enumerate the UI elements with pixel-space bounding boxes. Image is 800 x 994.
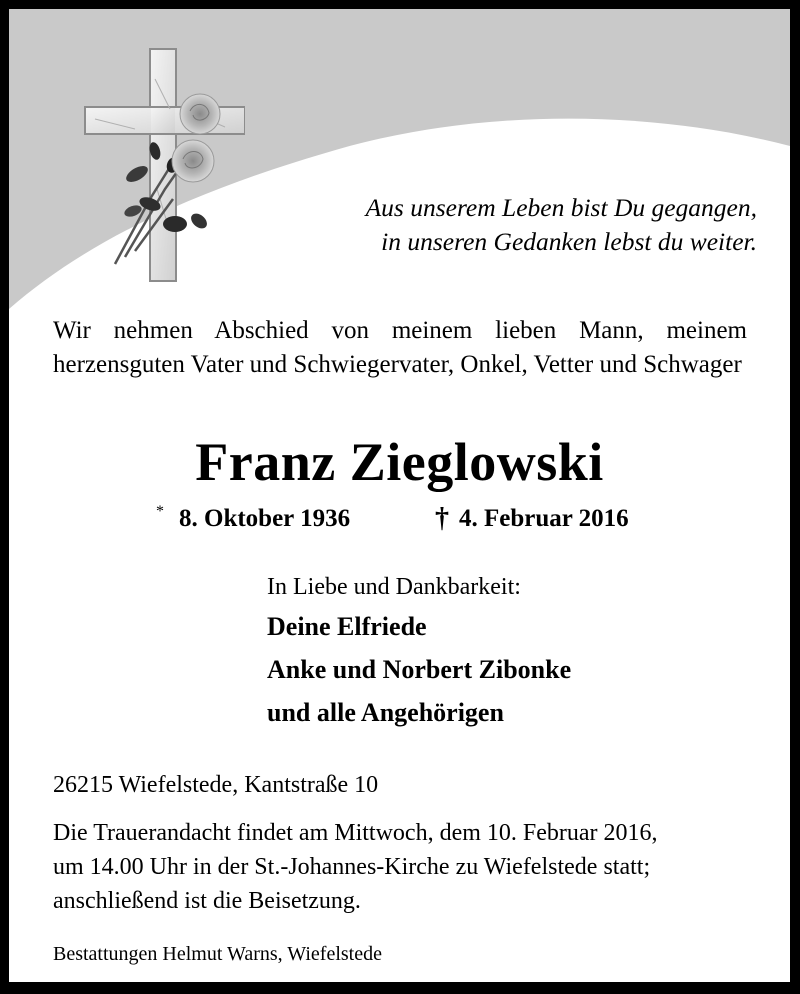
- obituary-card: [9, 9, 790, 982]
- mourner-name: Anke und Norbert Zibonke: [267, 655, 572, 684]
- motto-line-1: Aus unserem Leben bist Du gegangen,: [365, 193, 757, 222]
- mourner-name: und alle Angehörigen: [267, 698, 504, 727]
- birth-star-icon: *: [156, 503, 164, 520]
- deceased-name: Franz Zieglowski: [195, 432, 604, 492]
- death-date: 4. Februar 2016: [459, 505, 629, 532]
- motto-quote: [259, 191, 757, 259]
- service-info: [53, 816, 753, 918]
- mourner-name: Deine Elfriede: [267, 612, 427, 641]
- motto-line-2: in unseren Gedanken lebst du weiter.: [381, 227, 757, 256]
- service-line-3: anschließend ist die Beisetzung.: [53, 888, 361, 914]
- family-address: 26215 Wiefelstede, Kantstraße 10: [53, 772, 379, 798]
- undertaker-credit: Bestattungen Helmut Warns, Wiefelstede: [53, 943, 382, 965]
- service-line-1: Die Trauerandacht findet am Mittwoch, dem 10. Februar 2016,: [53, 820, 658, 846]
- mourners-block: [267, 569, 571, 734]
- cross-with-roses-icon: [75, 39, 245, 284]
- intro-paragraph: Wir nehmen Abschied von meinem lieben Mann, meinem herzensguten Vater und Schwiegervater, Onkel, Vetter und Schwager: [53, 317, 747, 378]
- death-cross-icon: †: [435, 503, 449, 534]
- mourners-lead: In Liebe und Dankbarkeit:: [267, 574, 521, 600]
- birth-date: 8. Oktober 1936: [179, 505, 351, 532]
- service-line-2: um 14.00 Uhr in der St.-Johannes-Kirche zu Wiefelstede statt;: [53, 854, 651, 880]
- life-dates: [9, 499, 790, 539]
